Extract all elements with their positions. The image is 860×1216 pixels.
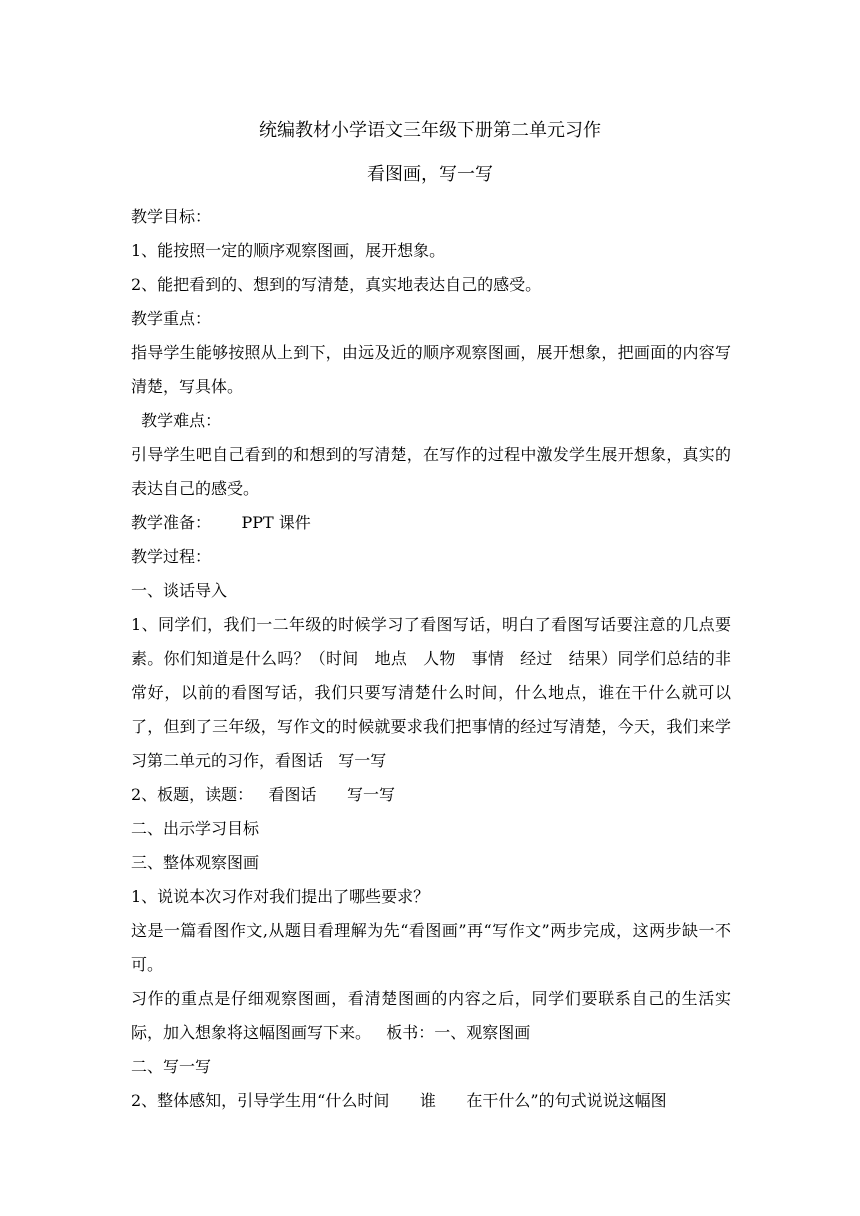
section-intro-talk: 一、谈话导入	[131, 581, 228, 600]
preparation-line: 教学准备： PPT 课件	[131, 513, 311, 532]
section-observe-picture: 三、整体观察图画	[131, 853, 260, 872]
document-title: 统编教材小学语文三年级下册第二单元习作	[259, 120, 601, 141]
picture-essay-explanation: 这是一篇看图作文,从题目看理解为先“看图画”再“写作文”两步完成，这两步缺一不可。	[131, 921, 731, 974]
board-title-line: 2、板题，读题： 看图话 写一写	[131, 785, 395, 804]
intro-paragraph: 1、同学们，我们一二年级的时候学习了看图写话，明白了看图写话要注意的几点要素。你们知道是什么吗？（时间 地点 人物 事情 经过 结果）同学们总结的非常好，以前的看图写话，我们只要写清楚什么时间，什么地点，谁在干什么就可以了，但到了三年级，写作文的时候就要求我们把事情的经过写清楚，今天，我们来学习第二单元的习作，看图话 写一写	[131, 615, 731, 770]
heading-difficulties: 教学难点：	[131, 411, 222, 430]
section-show-goals: 二、出示学习目标	[131, 819, 260, 838]
overall-perception-line: 2、整体感知，引导学生用“什么时间 谁 在干什么”的句式说说这幅图	[131, 1091, 667, 1110]
goal-item-2: 2、能把看到的、想到的写清楚，真实地表达自己的感受。	[131, 275, 542, 294]
observe-question: 1、说说本次习作对我们提出了哪些要求？	[131, 887, 430, 906]
section-write: 二、写一写	[131, 1057, 212, 1076]
key-points-text: 指导学生能够按照从上到下，由远及近的顺序观察图画，展开想象，把画面的内容写清楚，写具体。	[131, 343, 731, 396]
heading-process: 教学过程：	[131, 547, 212, 566]
writing-focus-paragraph: 习作的重点是仔细观察图画，看清楚图画的内容之后，同学们要联系自己的生活实际，加入想象将这幅图画写下来。 板书：一、观察图画	[131, 989, 731, 1042]
difficulties-text: 引导学生吧自己看到的和想到的写清楚，在写作的过程中激发学生展开想象，真实的表达自己的感受。	[131, 445, 731, 498]
document-subtitle: 看图画，写一写	[367, 164, 493, 185]
heading-teaching-goals: 教学目标：	[131, 207, 212, 226]
goal-item-1: 1、能按照一定的顺序观察图画，展开想象。	[131, 241, 446, 260]
heading-key-points: 教学重点：	[131, 309, 212, 328]
document-body	[131, 200, 731, 1118]
